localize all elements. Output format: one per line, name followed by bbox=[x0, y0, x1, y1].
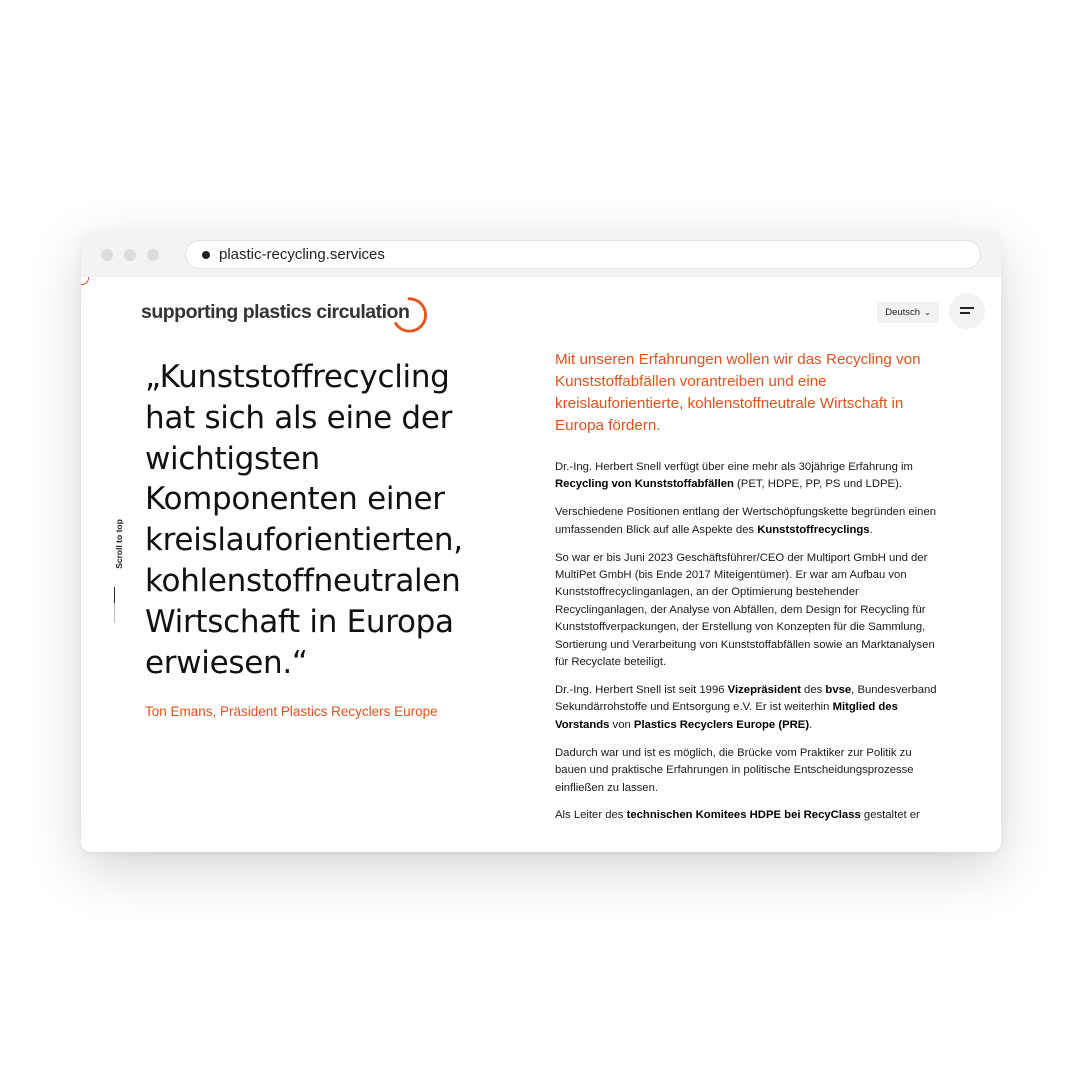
quote-text bbox=[145, 357, 495, 683]
paragraph: Dr.-Ing. Herbert Snell ist seit 1996 Vizepräsident des bvse, Bundesverband Sekundärrohstoffe und Entsorgung e.V. Er ist weiterhin Mitglied des Vorstands von Plastics Recyclers Europe (PRE). bbox=[555, 683, 937, 731]
logo-text: supporting plastics circulation bbox=[141, 300, 410, 323]
paragraph: So war er bis Juni 2023 Geschäftsführer/CEO der Multiport GmbH und der MultiPet GmbH (bis Ende 2017 Miteigentümer). Er war am Aufbau von Kunststoffrecyclinganlagen, an der Optimierung bestehender Recyclinganlagen, der Analyse von Abfällen, dem Design for Recycling für Kunststoffverpackungen, der Erstellung von Konzepten für die Sammlung, Sortierung und Verarbeitung von Kunststoffabfällen sowie an Marktanalysen für Recyclate beteiligt. bbox=[555, 551, 935, 669]
paragraph: Dr.-Ing. Herbert Snell verfügt über eine mehr als 30jährige Erfahrung im Recycling von Kunststoffabfällen (PET, HDPE, PP, PS und LDPE). bbox=[555, 461, 913, 491]
language-selector[interactable] bbox=[877, 302, 939, 323]
scroll-to-top[interactable] bbox=[100, 517, 130, 627]
logo-ring-icon bbox=[390, 296, 428, 334]
paragraph: Als Leiter des technischen Komitees HDPE bei RecyClass gestaltet er bbox=[555, 809, 920, 822]
quote-line: Komponenten einer bbox=[145, 481, 445, 518]
window-minimize-button[interactable] bbox=[124, 249, 136, 261]
quote-line: hat sich als eine der bbox=[145, 399, 453, 436]
quote-line: erwiesen.“ bbox=[145, 644, 308, 681]
quote-line: wichtigsten bbox=[145, 440, 320, 477]
address-bar[interactable] bbox=[185, 240, 981, 269]
window-close-button[interactable] bbox=[101, 249, 113, 261]
menu-button[interactable] bbox=[949, 293, 985, 329]
quote-line: „Kunststoffrecycling bbox=[145, 359, 450, 395]
scroll-to-top-label: Scroll to top bbox=[114, 519, 124, 569]
lead-paragraph: Mit unseren Erfahrungen wollen wir das Recycling von Kunststoffabfällen vorantreiben und eine kreislauforientierte, kohlenstoffneutrale Wirtschaft in Europa fördern. bbox=[555, 351, 921, 434]
body-text bbox=[555, 459, 937, 835]
window-maximize-button[interactable] bbox=[147, 249, 159, 261]
menu-icon-line bbox=[960, 307, 974, 309]
web-page bbox=[81, 277, 1001, 852]
url-text: plastic-recycling.services bbox=[219, 246, 385, 263]
paragraph: Dadurch war und ist es möglich, die Brücke vom Praktiker zur Politik zu bauen und praktische Erfahrungen in politische Entscheidungsprozesse einfließen zu lassen. bbox=[555, 746, 914, 794]
chevron-down-icon: ⌄ bbox=[924, 308, 931, 317]
quote-line: Wirtschaft in Europa bbox=[145, 603, 454, 640]
scroll-progress-line bbox=[114, 587, 115, 623]
browser-titlebar bbox=[81, 231, 1001, 277]
paragraph: Verschiedene Positionen entlang der Wertschöpfungskette begründen einen umfassenden Blick auf alle Aspekte des Kunststoffrecyclings. bbox=[555, 506, 937, 536]
language-label: Deutsch bbox=[885, 307, 921, 318]
menu-icon-line bbox=[960, 312, 970, 314]
corner-ring-icon bbox=[81, 277, 89, 285]
quote-author: Ton Emans, Präsident Plastics Recyclers Europe bbox=[145, 704, 438, 719]
site-logo[interactable] bbox=[141, 291, 428, 333]
quote-line: kohlenstoffneutralen bbox=[145, 562, 461, 599]
quote-line: kreislauforientierten, bbox=[145, 522, 463, 559]
site-icon bbox=[202, 251, 210, 259]
browser-window bbox=[81, 231, 1001, 852]
